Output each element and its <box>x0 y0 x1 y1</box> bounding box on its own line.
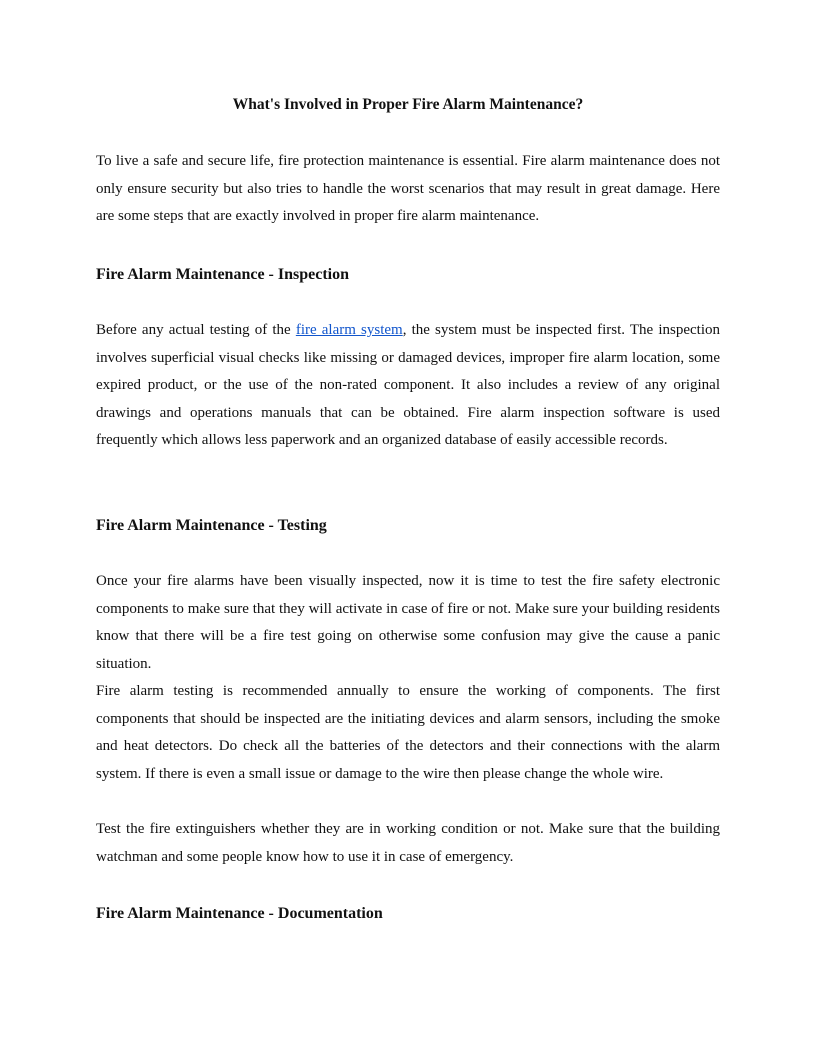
inspection-paragraph <box>96 317 720 455</box>
intro-paragraph: To live a safe and secure life, fire protection maintenance is essential. Fire alarm maintenance does not only ensure security but also tries to handle the worst scenarios that may result in great damage. Here are some steps that are exactly involved in proper fire alarm maintenance. <box>96 153 720 225</box>
testing-paragraph-3: Test the fire extinguishers whether they are in working condition or not. Make sure that the building watchman and some people know how to use it in case of emergency. <box>96 821 720 865</box>
testing-heading: Fire Alarm Maintenance - Testing <box>96 517 327 534</box>
fire-alarm-system-link[interactable]: fire alarm system <box>295 322 403 338</box>
testing-paragraph-1: Once your fire alarms have been visually inspected, now it is time to test the fire safety electronic components to make sure that they will activate in case of fire or not. Make sure your building residents know that there will be a fire test going on otherwise some confusion may give the cause a panic situation. <box>96 573 720 672</box>
inspection-text-after-link: , the system must be inspected first. The inspection involves superficial visual checks like missing or damaged devices, improper fire alarm location, some expired product, or the use of the non-rated component. It also includes a review of any original drawings and operations manuals that can be obtained. Fire alarm inspection software is used frequently which allows less paperwork and an organized database of easily accessible records. <box>96 322 720 449</box>
page-title: What's Involved in Proper Fire Alarm Maintenance? <box>232 96 584 113</box>
testing-paragraph-2: Fire alarm testing is recommended annually to ensure the working of components. The first components that should be inspected are the initiating devices and alarm sensors, including the smoke and heat detectors. Do check all the batteries of the detectors and their connections with the alarm system. If there is even a small issue or damage to the wire then please change the whole wire. <box>96 683 720 782</box>
documentation-heading: Fire Alarm Maintenance - Documentation <box>96 905 383 922</box>
inspection-heading: Fire Alarm Maintenance - Inspection <box>96 266 350 283</box>
inspection-text-before-link: Before any actual testing of the <box>96 322 291 338</box>
